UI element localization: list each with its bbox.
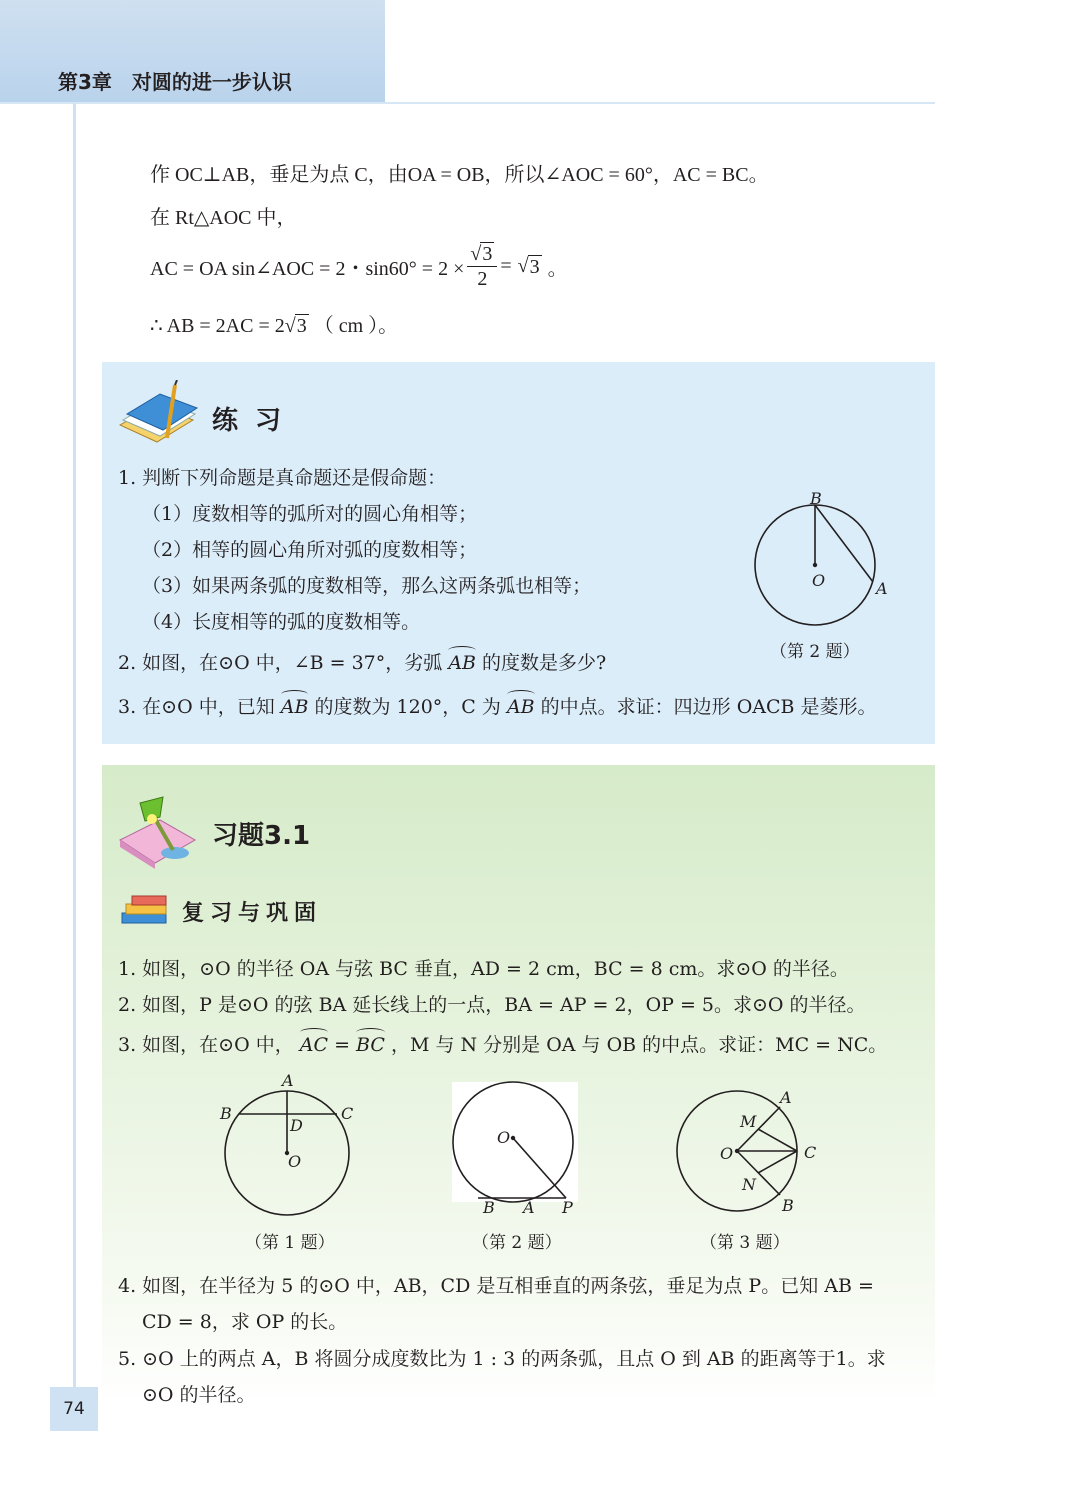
fig-label-b: B	[810, 489, 822, 508]
page-number: 74	[50, 1387, 98, 1431]
homework-q5-line1: 5. ⊙O 上的两点 A，B 将圆分成度数比为 1 : 3 的两条弧，且点 O 到 AB 的距离等于1。求	[118, 1348, 886, 1370]
exercise-q1: 1. 判断下列命题是真命题还是假命题：	[118, 467, 447, 489]
homework-fig-1	[215, 1075, 365, 1220]
fraction: $\frac{√3}{2}$	[467, 242, 497, 291]
fig1-caption: （第 1 题）	[245, 1233, 335, 1253]
chapter-title: 第3章 对圆的进一步认识	[58, 70, 292, 94]
fig2-label-a: A	[523, 1198, 535, 1217]
exercise-fig-circle	[745, 485, 905, 635]
fig3-caption: （第 3 题）	[700, 1233, 790, 1253]
arc-ac: AC	[299, 1034, 329, 1056]
fig3-label-m: M	[740, 1112, 757, 1131]
fig3-label-n: N	[742, 1175, 756, 1194]
exercise-q3-text-c: 的中点。求证：四边形 OACB 是菱形。	[540, 696, 877, 718]
exercise-q2	[118, 648, 606, 675]
homework-title: 习题3.1	[212, 821, 311, 851]
homework-q3-text-a: 3. 如图，在⊙O 中，	[118, 1034, 294, 1056]
solution-line-4-sqrt: 3	[296, 315, 307, 337]
arc-ab: AB	[448, 652, 476, 674]
fig3-label-c: C	[804, 1143, 817, 1162]
homework-q5-line2: ⊙O 的半径。	[142, 1384, 256, 1406]
solution-line-2: 在 Rt△AOC 中，	[150, 207, 297, 229]
exercise-books-icon	[115, 380, 200, 445]
fig1-label-o: O	[288, 1152, 302, 1171]
homework-q3-eq: =	[334, 1034, 350, 1056]
exercise-fig-caption: （第 2 题）	[770, 642, 860, 662]
exercise-q1-3: （3）如果两条弧的度数相等，那么这两条弧也相等；	[142, 575, 592, 597]
homework-q2: 2. 如图，P 是⊙O 的弦 BA 延长线上的一点，BA = AP = 2，OP = 5。求⊙O 的半径。	[118, 994, 866, 1016]
margin-line	[73, 103, 76, 1403]
homework-q3	[118, 1030, 887, 1057]
fig1-label-a: A	[282, 1071, 294, 1090]
solution-line-4-end: （ cm ）。	[313, 315, 399, 337]
exercise-q3	[118, 692, 877, 719]
exercise-q2-text-b: 的度数是多少?	[482, 652, 607, 674]
exercise-q1-4: （4）长度相等的弧的度数相等。	[142, 611, 421, 633]
fraction-numerator: 3	[482, 243, 493, 265]
solution-line-3-sqrt: 3	[529, 256, 540, 278]
fig3-label-a: A	[780, 1088, 792, 1107]
solution-line-1: 作 OC⊥AB，垂足为点 C，由OA = OB，所以∠AOC = 60°，AC = BC。	[150, 164, 769, 186]
exercise-q3-text-a: 3. 在⊙O 中，已知	[118, 696, 275, 718]
fig3-label-b: B	[782, 1196, 794, 1215]
fig1-label-c: C	[341, 1104, 354, 1123]
exercise-q1-1: （1）度数相等的弧所对的圆心角相等；	[142, 503, 478, 525]
fig2-label-b: B	[483, 1198, 495, 1217]
homework-q3-text-b: ，M 与 N 分别是 OA 与 OB 的中点。求证：MC = NC。	[390, 1034, 888, 1056]
solution-line-4-left: ∴ AB = 2AC = 2	[150, 315, 285, 337]
fig1-label-b: B	[220, 1104, 232, 1123]
homework-q4-line2: CD = 8，求 OP 的长。	[142, 1311, 348, 1333]
exercise-q3-text-b: 的度数为 120°，C 为	[314, 696, 501, 718]
header-divider	[0, 102, 935, 104]
fig2-label-o: O	[497, 1128, 511, 1147]
solution-line-3-eq: =	[500, 255, 512, 277]
fig-label-a: A	[876, 579, 888, 598]
solution-line-4: ∴ AB = 2AC = 2√3 （ cm ）。	[150, 315, 399, 337]
fraction-denominator: 2	[477, 268, 488, 290]
fig3-label-o: O	[720, 1144, 734, 1163]
homework-subtitle: 复习与巩固	[182, 900, 323, 926]
arc-ab: AB	[506, 696, 535, 718]
exercise-q2-text-a: 2. 如图，在⊙O 中，∠B = 37°，劣弧	[118, 652, 443, 674]
arc-ab: AB	[280, 696, 309, 718]
exercise-title: 练 习	[212, 406, 286, 436]
solution-line-3-end: 。	[547, 258, 568, 280]
solution-line-3: AC = OA sin∠AOC = 2・sin60° = 2 × $\frac{√3}{2}$ = √ 3 。	[150, 243, 568, 290]
exercise-q1-2: （2）相等的圆心角所对弧的度数相等；	[142, 539, 478, 561]
fig1-label-d: D	[290, 1116, 303, 1135]
arc-bc: BC	[356, 1034, 385, 1056]
fig-label-o: O	[812, 571, 826, 590]
homework-book-lamp-icon	[115, 795, 200, 870]
fig2-caption: （第 2 题）	[472, 1233, 562, 1253]
homework-q1: 1. 如图，⊙O 的半径 OA 与弦 BC 垂直，AD = 2 cm，BC = 8 cm。求⊙O 的半径。	[118, 958, 849, 980]
homework-q4-line1: 4. 如图，在半径为 5 的⊙O 中，AB，CD 是互相垂直的两条弦，垂足为点 P。已知 AB =	[118, 1275, 874, 1297]
fig2-label-p: P	[562, 1198, 573, 1217]
solution-line-3-left: AC = OA sin∠AOC = 2・sin60° = 2 ×	[150, 258, 465, 280]
review-books-icon	[118, 893, 174, 927]
